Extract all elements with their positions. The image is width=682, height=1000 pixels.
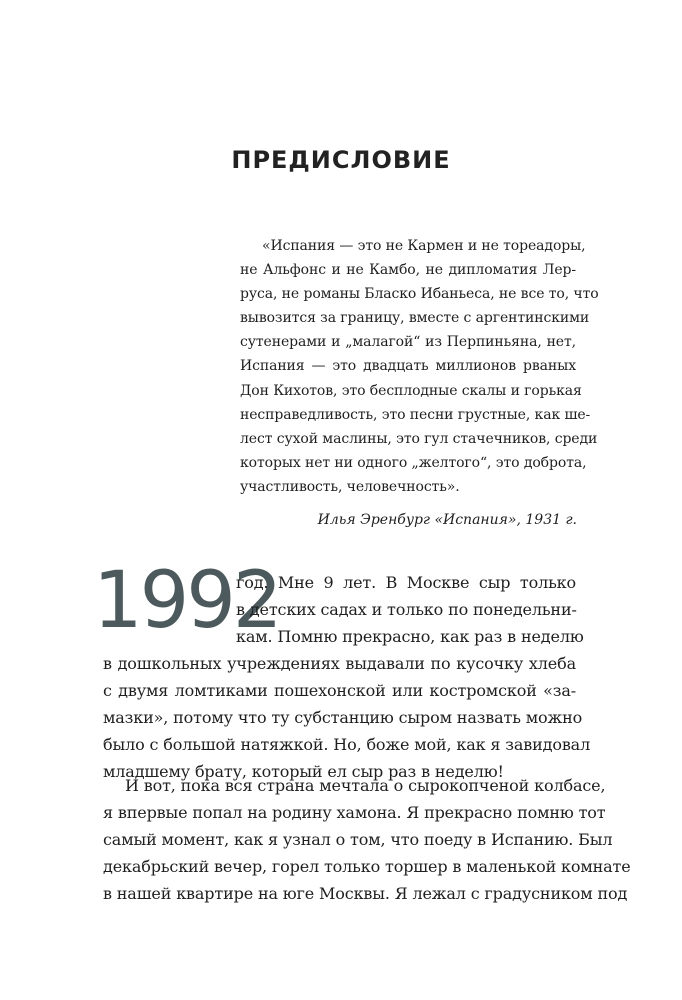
body-line: мазки», потому что ту субстанцию сыром назвать можно: [103, 708, 583, 727]
epigraph-line: участливость, человечность».: [240, 478, 460, 495]
body-line: декабрьский вечер, горел только торшер в маленькой комнате: [103, 857, 631, 876]
body-line: И вот, пока вся страна мечтала о сырокопченой колбасе,: [125, 776, 606, 795]
epigraph-attribution: Илья Эренбург «Испания», 1931 г.: [317, 512, 577, 528]
epigraph-line: несправедливость, это песни грустные, как ше-: [240, 406, 591, 423]
body-line: было с большой натяжкой. Но, боже мой, как я завидовал: [103, 735, 591, 754]
epigraph-line: которых нет ни одного „желтого“, это доброта,: [240, 454, 587, 471]
body-line: в дошкольных учреждениях выдавали по кусочку хлеба: [103, 654, 576, 673]
paragraph-2: [103, 772, 631, 907]
body-line: год. Мне 9 лет. В Москве сыр только: [236, 573, 576, 592]
epigraph-line: сутенерами и „малагой“ из Перпиньяна, нет,: [240, 334, 576, 351]
body-line: я впервые попал на родину хамона. Я прекрасно помню тот: [103, 803, 606, 822]
body-line: младшему брату, который ел сыр раз в неделю!: [103, 762, 504, 781]
paragraph-1-beside-dropcap: [236, 569, 584, 650]
page-title: ПРЕДИСЛОВИЕ: [231, 146, 451, 174]
body-line: в нашей квартире на юге Москвы. Я лежал с градусником под: [103, 884, 628, 903]
drop-cap-year: 1992: [93, 556, 280, 646]
epigraph-line: лест сухой маслины, это гул стачечников, среди: [240, 430, 598, 447]
body-line: самый момент, как я узнал о том, что поеду в Испанию. Был: [103, 830, 613, 849]
epigraph: [240, 234, 599, 499]
epigraph-line: «Испания — это не Кармен и не тореадоры,: [262, 238, 586, 254]
epigraph-line: вывозится за границу, вместе с аргентинскими: [240, 310, 590, 327]
body-line: кам. Помню прекрасно, как раз в неделю: [236, 627, 584, 646]
epigraph-line: не Альфонс и не Камбо, не дипломатия Лер-: [240, 262, 576, 279]
body-line: в детских садах и только по понедельни-: [236, 600, 577, 619]
epigraph-line: Испания — это двадцать миллионов рваных: [240, 358, 576, 375]
paragraph-1-full-width: [103, 650, 591, 785]
epigraph-line: руса, не романы Бласко Ибаньеса, не все то, что: [240, 286, 599, 303]
body-line: с двумя ломтиками пошехонской или костромской «за-: [103, 681, 576, 700]
epigraph-line: Дон Кихотов, это бесплодные скалы и горькая: [240, 382, 582, 399]
